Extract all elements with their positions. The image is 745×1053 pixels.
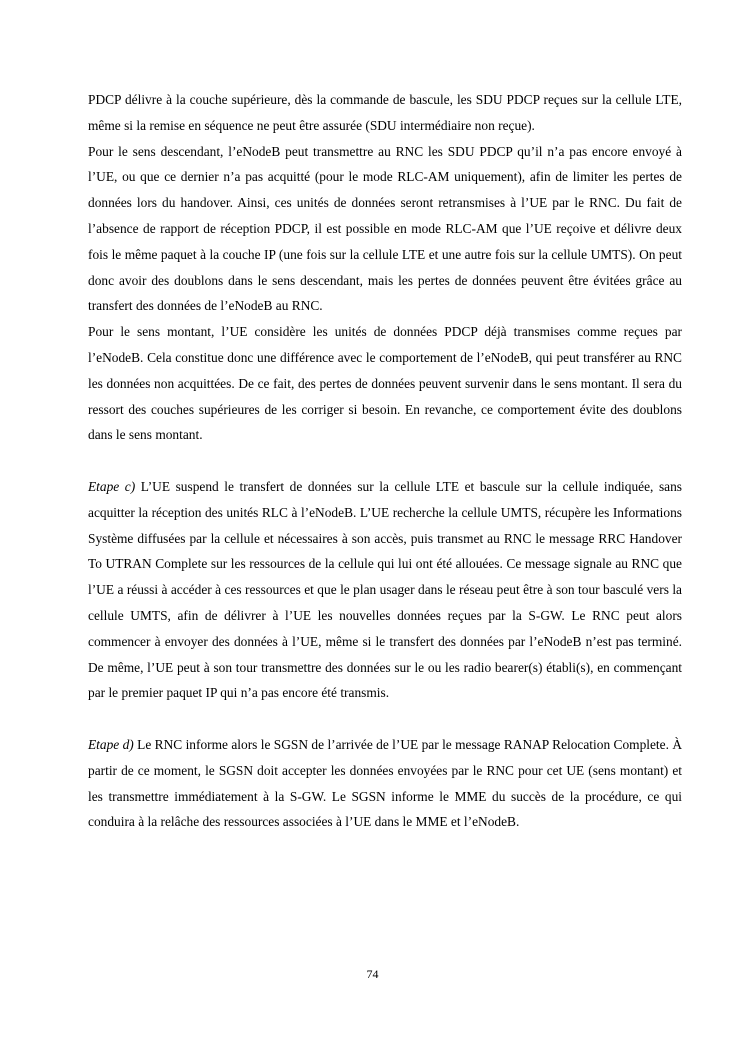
step-c-label: Etape c): [88, 478, 136, 494]
paragraph-uplink: Pour le sens montant, l’UE considère les unités de données PDCP déjà transmises comme reçues par l’eNodeB. Cela constitue donc une différence avec le comportement de l’eNodeB, qui peut transférer au RNC les données non acquittées. De ce fait, des pertes de données peuvent survenir dans le sens montant. Il sera du ressort des couches supérieures de les corriger si besoin. En revanche, ce comportement évite des doublons dans le sens montant.: [88, 324, 682, 443]
paragraph-gap: [88, 706, 682, 732]
paragraph-step-d: [88, 732, 682, 835]
step-d-label: Etape d): [88, 736, 134, 752]
body-text: [88, 87, 682, 835]
paragraph-downlink: Pour le sens descendant, l’eNodeB peut transmettre au RNC les SDU PDCP qu’il n’a pas encore envoyé à l’UE, ou que ce dernier n’a pas acquitté (pour le mode RLC-AM uniquement), afin de limiter les pertes de données lors du handover. Ainsi, ces unités de données seront retransmises à l’UE par le RNC. Du fait de l’absence de rapport de réception PDCP, il est possible en mode RLC-AM que l’UE reçoive et délivre deux fois le même paquet à la couche IP (une fois sur la cellule LTE et une autre fois sur la cellule UMTS). On peut donc avoir des doublons dans le sens descendant, mais les pertes de données peuvent être évitées grâce au transfert des données de l’eNodeB au RNC.: [88, 143, 682, 314]
page-number: 74: [366, 967, 379, 981]
step-d-text: Le RNC informe alors le SGSN de l’arrivée de l’UE par le message RANAP Relocation Complete. À partir de ce moment, le SGSN doit accepter les données envoyées par le RNC pour cet UE (sens montant) et les transmettre immédiatement à la S-GW. Le SGSN informe le MME du succès de la procédure, ce qui conduira à la relâche des ressources associées à l’UE dans le MME et l’eNodeB.: [88, 736, 682, 830]
paragraph-gap: [88, 448, 682, 474]
step-c-text: L’UE suspend le transfert de données sur la cellule LTE et bascule sur la cellule indiquée, sans acquitter la réception des unités RLC à l’eNodeB. L’UE recherche la cellule UMTS, récupère les Informations Système diffusées par la cellule et nécessaires à son accès, puis transmet au RNC le message RRC Handover To UTRAN Complete sur les ressources de la cellule qui lui ont été allouées. Ce message signale au RNC que l’UE a réussi à accéder à ces ressources et que le plan usager dans le réseau peut être à son tour basculé vers la cellule UMTS, afin de délivrer à l’UE les nouvelles données reçues par la S-GW. Le RNC peut alors commencer à envoyer des données à l’UE, même si le transfert des données par l’eNodeB n’est pas terminé. De même, l’UE peut à son tour transmettre des données sur le ou les radio bearer(s) établi(s), en commençant par le premier paquet IP qui n’a pas encore été transmis.: [88, 478, 683, 701]
paragraph-pdcp-delivery: PDCP délivre à la couche supérieure, dès la commande de bascule, les SDU PDCP reçues sur la cellule LTE, même si la remise en séquence ne peut être assurée (SDU intermédiaire non reçue).: [88, 92, 682, 133]
paragraph-step-c: [88, 474, 682, 706]
